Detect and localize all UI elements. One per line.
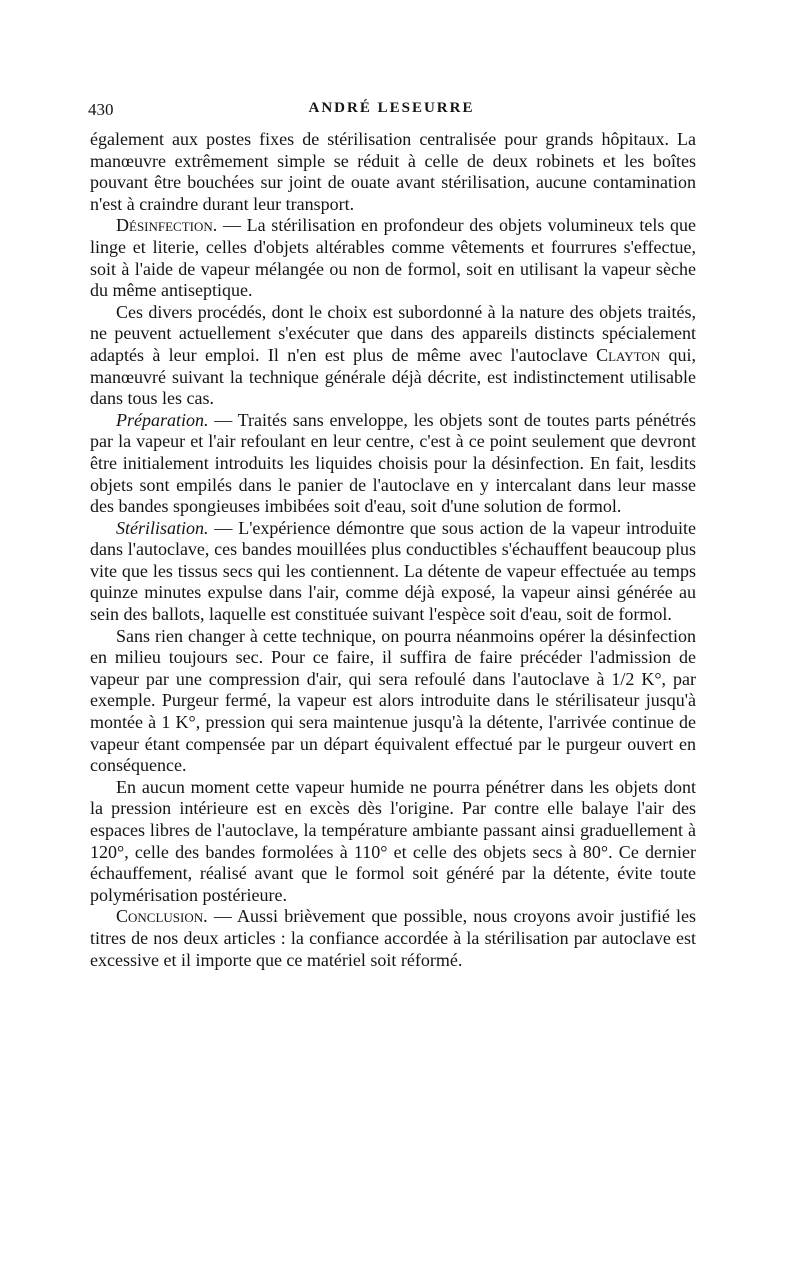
paragraph-continuation (90, 129, 696, 215)
paragraph-milieu-sec (90, 626, 696, 777)
page-header (88, 100, 695, 124)
section-lead-preparation: Préparation. (116, 409, 209, 430)
page-number: 430 (88, 100, 114, 119)
section-lead-sterilisation: Stérilisation. (116, 517, 209, 538)
paragraph-text: En aucun moment cette vapeur humide ne pourra pénétrer dans les objets dont la pression intérieure est en excès dès l'origine. Par contre elle balaye l'air des espaces libres de l'autoclave, la température ambiante passant ainsi graduellement à 120°, celle des bandes formolées à 110° et celle des objets secs à 80°. Ce dernier échauffement, réalisé avant que le formol soit généré par la détente, évite toute polymérisation postérieure. (90, 776, 696, 905)
running-head: ANDRÉ LESEURRE (308, 100, 475, 116)
paragraph-text: également aux postes fixes de stérilisation centralisée pour grands hôpitaux. La manœuvre extrêmement simple se réduit à celle de deux robinets et les boîtes pouvant être bouchées sur joint de ouate avant stérilisation, aucune contamination n'est à craindre durant leur transport. (90, 129, 696, 214)
paragraph-conclusion (90, 906, 696, 971)
paragraph-sterilisation (90, 518, 696, 626)
section-lead-desinfection: Désinfection. (116, 215, 218, 236)
paragraph-text: — L'expérience démontre que sous action de la vapeur introduite dans l'autoclave, ces bandes mouillées plus conductibles s'échauffent beaucoup plus vite que les tissus secs qui les contiennent. La détente de vapeur effectuée au temps quinze minutes expulse dans l'air, comme déjà exposé, la vapeur ainsi générée au sein des ballots, laquelle est constituée suivant l'espèce soit d'eau, soit de formol. (90, 517, 696, 625)
name-clayton: Clayton (596, 344, 661, 365)
paragraph-text: Ces divers procédés, dont le choix est subordonné à la nature des objets traités, ne peuvent actuellement s'exécuter que dans des appareils distincts spécialement adaptés à leur emploi. Il n'en est plus de même avec l'autoclave (90, 301, 696, 365)
paragraph-procedes (90, 302, 696, 410)
paragraph-text: Sans rien changer à cette technique, on pourra néanmoins opérer la désinfection en milieu toujours sec. Pour ce faire, il suffira de faire précéder l'admission de vapeur par une compression d'air, qui sera refoulé dans l'autoclave à 1/2 K°, par exemple. Purgeur fermé, la vapeur est alors introduite dans le stérilisateur jusqu'à montée à 1 K°, pression qui sera maintenue jusqu'à la détente, l'arrivée continue de vapeur étant compensée par un départ équivalent effectué par le purgeur ouvert en conséquence. (90, 625, 696, 776)
paragraph-text: — Aussi brièvement que possible, nous croyons avoir justifié les titres de nos deux articles : la confiance accordée à la stérilisation par autoclave est excessive et il importe que ce matériel soit réformé. (90, 906, 696, 970)
section-lead-conclusion: Conclusion. (116, 906, 208, 927)
paragraph-vapeur-humide (90, 777, 696, 907)
paragraph-text: — Traités sans enveloppe, les objets sont de toutes parts pénétrés par la vapeur et l'air refoulant en leur centre, c'est à ce point seulement que devront être initialement introduits les liquides choisis pour la désinfection. En fait, lesdits objets sont empilés dans le panier de l'autoclave en y intercalant dans leur masse des bandes spongieuses imbibées soit d'eau, soit d'une solution de formol. (90, 409, 696, 517)
page-body (90, 129, 696, 971)
paragraph-desinfection (90, 215, 696, 301)
paragraph-text: qui, manœuvré suivant la technique générale déjà décrite, est indistinctement utilisable dans tous les cas. (90, 344, 696, 409)
paragraph-text: — La stérilisation en profondeur des objets volumineux tels que linge et literie, celles d'objets altérables comme vêtements et fourrures s'effectue, soit à l'aide de vapeur mélangée ou non de formol, soit en utilisant la vapeur sèche du même antiseptique. (90, 215, 696, 301)
paragraph-preparation (90, 410, 696, 518)
